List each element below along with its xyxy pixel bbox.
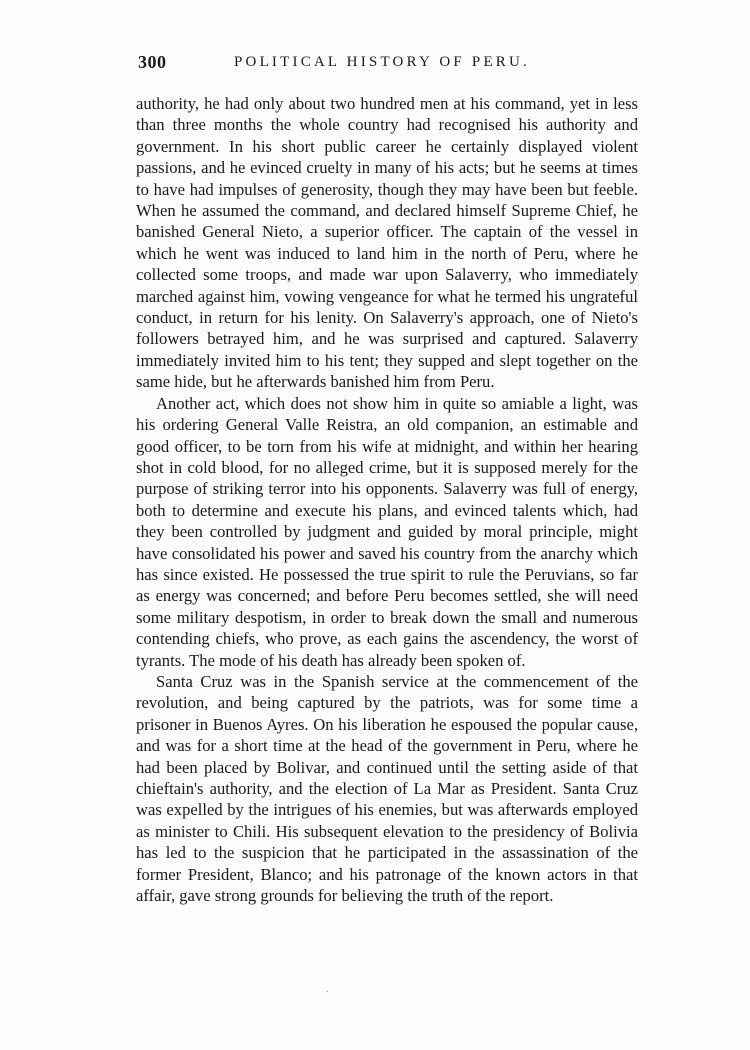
paragraph-continued: authority, he had only about two hundred men at his command, yet in less than three months the whole country had recognised his authority and government. In his short public career he certainly displayed violent passions, and he evinced cruelty in many of his acts; but he seems at times to have had impulses of generosity, though they may have been but feeble. When he assumed the command, and declared himself Supreme Chief, he banished General Nieto, a superior officer. The captain of the vessel in which he went was induced to land him in the north of Peru, where he collected some troops, and made war upon Salaverry, who immediately marched against him, vowing vengeance for what he termed his ungrateful conduct, in return for his lenity. On Salaverry's approach, one of Nieto's followers betrayed him, and he was surprised and captured. Salaverry immediately invited him to his tent; they supped and slept together on the same hide, but he afterwards banished him from Peru. — [136, 94, 638, 392]
running-head: POLITICAL HISTORY OF PERU. — [234, 54, 530, 70]
body-text — [136, 93, 638, 906]
footer-mark: . — [326, 984, 329, 995]
page-number: 300 — [138, 52, 167, 72]
paragraph-santa-cruz: Santa Cruz was in the Spanish service at the commencement of the revolution, and being captured by the patriots, was for some time a prisoner in Buenos Ayres. On his liberation he espoused the popular cause, and was for a short time at the head of the government in Peru, where he had been placed by Bolivar, and continued until the setting aside of that chieftain's authority, and the election of La Mar as President. Santa Cruz was expelled by the intrigues of his enemies, but was afterwards employed as minister to Chili. His subsequent elevation to the presidency of Bolivia has led to the suspicion that he participated in the assassination of the former President, Blanco; and his patronage of the known actors in that affair, gave strong grounds for believing the truth of the report. — [136, 671, 638, 906]
page-header — [138, 52, 638, 78]
paragraph-salaverry-acts: Another act, which does not show him in quite so amiable a light, was his ordering General Valle Reistra, an old companion, an estimable and good officer, to be torn from his wife at midnight, and within her hearing shot in cold blood, for no alleged crime, but it is supposed merely for the purpose of striking terror into his opponents. Salaverry was full of energy, both to determine and execute his plans, and evinced talents which, had they been controlled by judgment and guided by moral principle, might have consolidated his power and saved his country from the anarchy which has since existed. He possessed the true spirit to rule the Peruvians, so far as energy was concerned; and before Peru becomes settled, she will need some military despotism, in order to break down the small and numerous contending chiefs, who prove, as each gains the ascendency, the worst of tyrants. The mode of his death has already been spoken of. — [136, 393, 638, 670]
